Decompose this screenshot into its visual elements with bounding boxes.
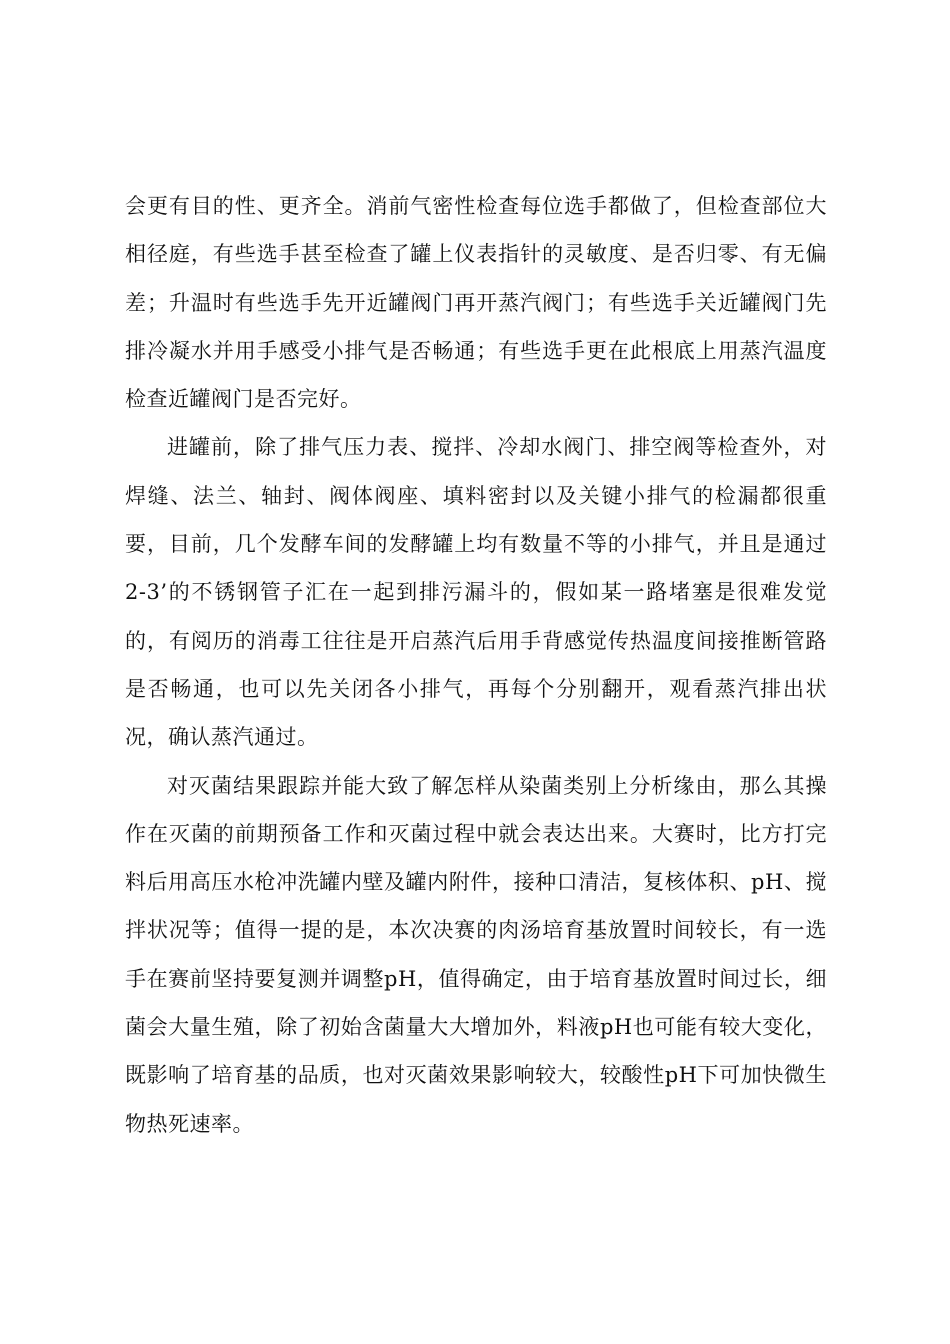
- paragraph-1: 会更有目的性、更齐全。消前气密性检查每位选手都做了，但检查部位大相径庭，有些选手甚至检查了罐上仪表指针的灵敏度、是否归零、有无偏差；升温时有些选手先开近罐阀门再开蒸汽阀门；有些选手关近罐阀门先排冷凝水并用手感受小排气是否畅通；有些选手更在此根底上用蒸汽温度检查近罐阀门是否完好。: [125, 194, 827, 412]
- paragraph-2: 进罐前，除了排气压力表、搅拌、冷却水阀门、排空阀等检查外，对焊缝、法兰、轴封、阀体阀座、填料密封以及关键小排气的检漏都很重要，目前，几个发酵车间的发酵罐上均有数量不等的小排气，并且是通过2-3’的不锈钢管子汇在一起到排污漏斗的，假如某一路堵塞是很难发觉的，有阅历的消毒工往往是开启蒸汽后用手背感觉传热温度间接推断管路是否畅通，也可以先关闭各小排气，再每个分别翻开，观看蒸汽排出状况，确认蒸汽通过。: [125, 435, 827, 750]
- paragraph-3: 对灭菌结果跟踪并能大致了解怎样从染菌类别上分析缘由，那么其操作在灭菌的前期预备工作和灭菌过程中就会表达出来。大赛时，比方打完料后用高压水枪冲洗罐内壁及罐内附件，接种口清洁，复核体积、pH、搅拌状况等；值得一提的是，本次决赛的肉汤培育基放置时间较长，有一选手在赛前坚持要复测并调整pH，值得确定，由于培育基放置时间过长，细菌会大量生殖，除了初始含菌量大大增加外，料液pH也可能有较大变化，既影响了培育基的品质，也对灭菌效果影响较大，较酸性pH下可加快微生物热死速率。: [125, 773, 827, 1136]
- document-body: [125, 182, 827, 1148]
